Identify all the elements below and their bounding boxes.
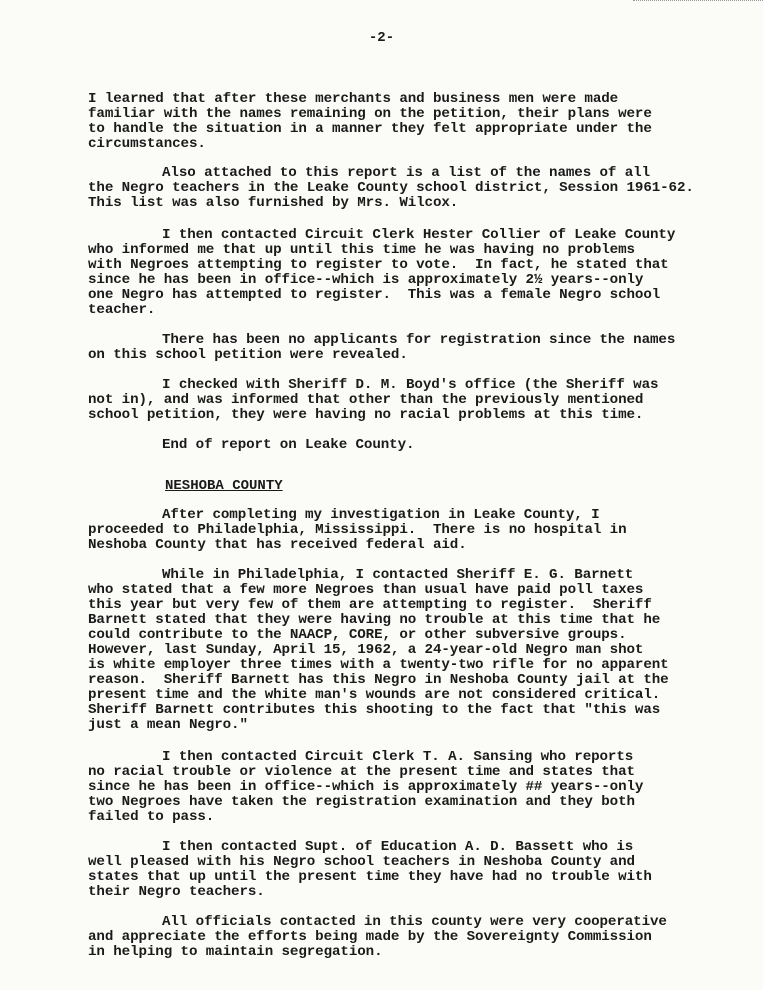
text-line: since he has been in office--which is approximately 2½ years--only: [88, 272, 644, 288]
text-line: I learned that after these merchants and business men were made: [88, 91, 619, 107]
text-line: failed to pass.: [88, 809, 215, 825]
text-line: All officials contacted in this county were very cooperative: [162, 914, 667, 930]
text-line: since he has been in office--which is approximately ## years--only: [88, 779, 644, 795]
text-line: There has been no applicants for registration since the names: [162, 332, 676, 348]
text-line: no racial trouble or violence at the present time and states that: [88, 764, 635, 780]
text-line: teacher.: [88, 302, 156, 318]
text-line: could contribute to the NAACP, CORE, or other subversive groups.: [88, 627, 627, 643]
text-line: one Negro has attempted to register. This was a female Negro school: [88, 287, 661, 303]
text-line: Neshoba County that has received federal aid.: [88, 537, 467, 553]
text-line: is white employer three times with a twenty-two rifle for no apparent: [88, 657, 669, 673]
text-line: two Negroes have taken the registration examination and they both: [88, 794, 635, 810]
text-line: well pleased with his Negro school teachers in Neshoba County and: [88, 854, 635, 870]
text-line: I checked with Sheriff D. M. Boyd's office (the Sheriff was: [162, 377, 659, 393]
text-line: I then contacted Circuit Clerk Hester Collier of Leake County: [162, 227, 676, 243]
text-line: However, last Sunday, April 15, 1962, a 24-year-old Negro man shot: [88, 642, 644, 658]
text-line: school petition, they were having no racial problems at this time.: [88, 407, 644, 423]
text-line: this year but very few of them are attempting to register. Sheriff: [88, 597, 652, 613]
text-line: After completing my investigation in Leake County, I: [162, 507, 600, 523]
text-line: in helping to maintain segregation.: [88, 944, 383, 960]
text-line: I then contacted Circuit Clerk T. A. Sansing who reports: [162, 749, 634, 765]
text-line: This list was also furnished by Mrs. Wilcox.: [88, 195, 459, 211]
text-line: familiar with the names remaining on the petition, their plans were: [88, 106, 652, 122]
section-heading: NESHOBA COUNTY: [165, 478, 283, 494]
text-line: not in), and was informed that other than the previously mentioned: [88, 392, 644, 408]
text-line: I then contacted Supt. of Education A. D. Bassett who is: [162, 839, 634, 855]
text-line: their Negro teachers.: [88, 884, 265, 900]
text-line: with Negroes attempting to register to vote. In fact, he stated that: [88, 257, 669, 273]
text-line: reason. Sheriff Barnett has this Negro in Neshoba County jail at the: [88, 672, 669, 688]
text-line: Also attached to this report is a list of the names of all: [162, 165, 651, 181]
text-line: proceeded to Philadelphia, Mississippi. There is no hospital in: [88, 522, 627, 538]
text-line: present time and the white man's wounds are not considered critical.: [88, 687, 661, 703]
text-line: While in Philadelphia, I contacted Sheriff E. G. Barnett: [162, 567, 634, 583]
scan-edge-mark: [633, 0, 763, 4]
text-line: and appreciate the efforts being made by the Sovereignty Commission: [88, 929, 652, 945]
page-number: -2-: [368, 30, 395, 46]
text-line: just a mean Negro.": [88, 717, 248, 733]
text-line: Barnett stated that they were having no trouble at this time that he: [88, 612, 661, 628]
text-line: who informed me that up until this time he was having no problems: [88, 242, 635, 258]
text-line: who stated that a few more Negroes than usual have paid poll taxes: [88, 582, 644, 598]
text-line: states that up until the present time they have had no trouble with: [88, 869, 652, 885]
text-line: circumstances.: [88, 136, 206, 152]
text-line: to handle the situation in a manner they felt appropriate under the: [88, 121, 652, 137]
text-line: Sheriff Barnett contributes this shooting to the fact that "this was: [88, 702, 661, 718]
text-line: on this school petition were revealed.: [88, 347, 408, 363]
text-line: the Negro teachers in the Leake County school district, Session 1961-62.: [88, 180, 694, 196]
text-line: End of report on Leake County.: [162, 437, 415, 453]
